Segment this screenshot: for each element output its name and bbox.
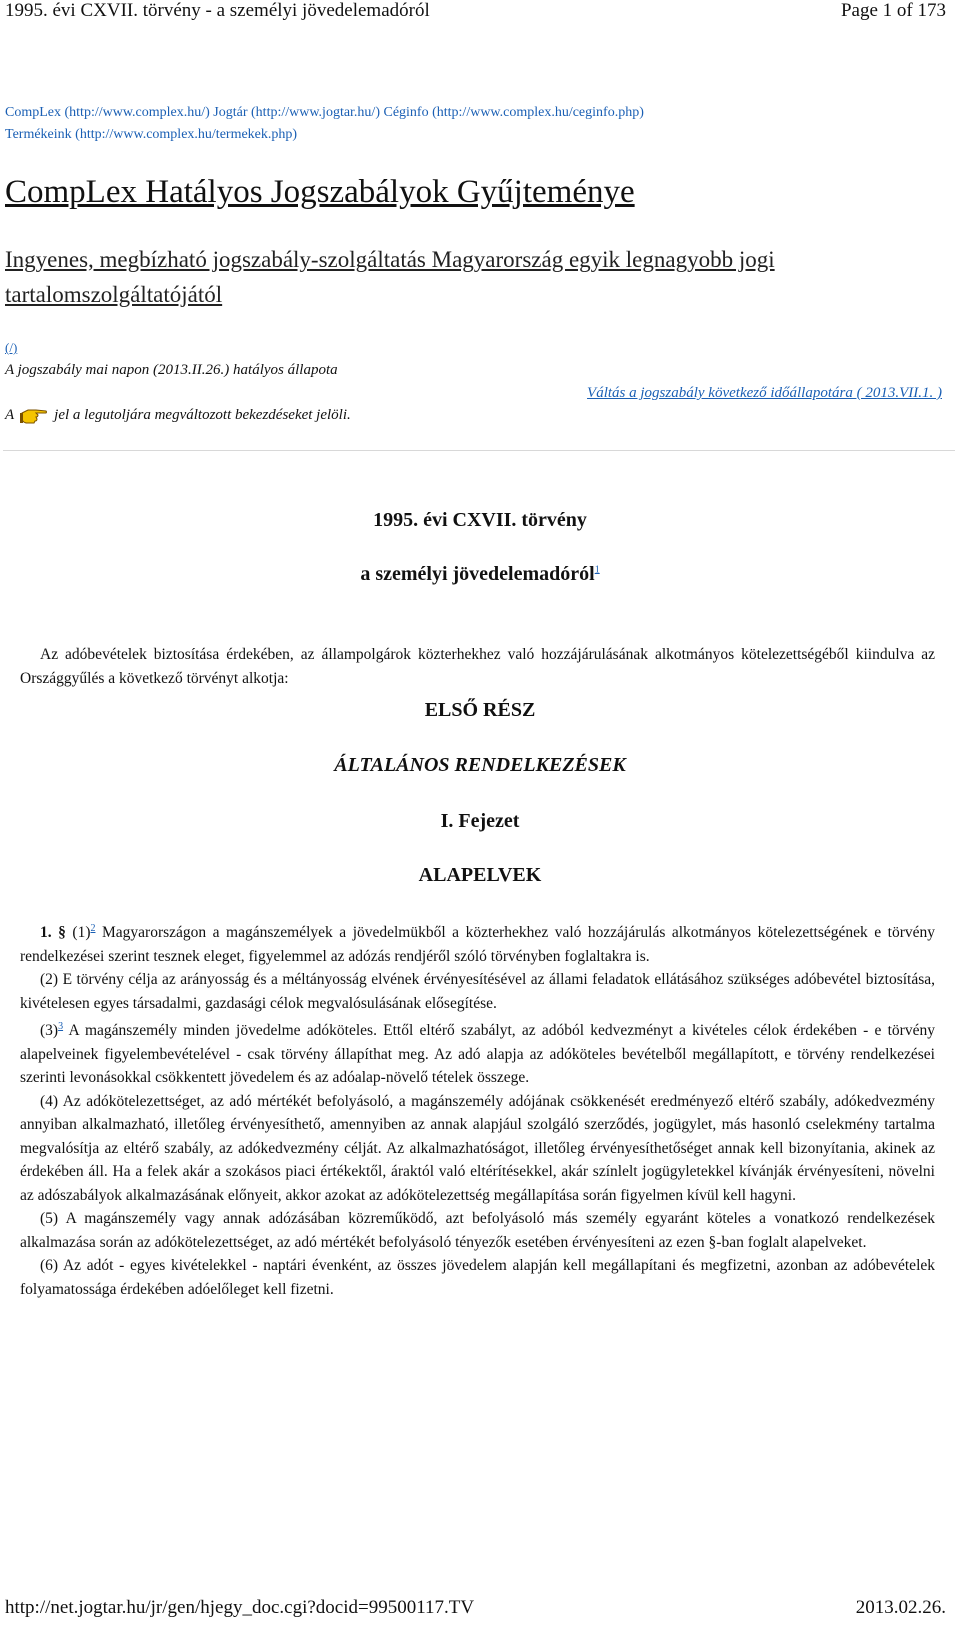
header-doc-title: 1995. évi CXVII. törvény - a személyi jövedelemadóról <box>5 0 430 21</box>
nav-link-jogtar[interactable]: Jogtár (http://www.jogtar.hu/) <box>213 105 380 120</box>
print-footer <box>0 1597 960 1627</box>
law-number: 1995. évi CXVII. törvény <box>373 509 587 531</box>
top-nav <box>5 102 955 146</box>
home-link[interactable]: (/) <box>5 340 18 355</box>
part-heading: ELSŐ RÉSZ <box>424 699 536 721</box>
paragraph: 1. § (1)$^2$ Magyarországon a magánszemélyek a jövedelmükből a közterhekhez való hozzájárulás alkotmányos kötelezettségének e törvény rendelkezései szerint tesznek eleget, figyelemmel az adózás rendjéről szóló törvényben foglaltakra is. <box>20 923 936 965</box>
header-divider <box>3 450 955 451</box>
paragraph: (5) A magánszemély vagy annak adózásában közreműködő, azt befolyásoló más személy egyaránt köteles a vonatkozó rendelkezések alkalmazása során az adókötelezettséget, az adó mértékét befolyásoló tényezők esetében érvényesíteni az ezen §-ban foglalt alapelveket. <box>20 1210 935 1251</box>
marker-text: jel a legutoljára megváltozott bekezdéseket jelöli. <box>54 406 351 423</box>
law-subject <box>0 563 960 586</box>
chapter-title: ALAPELVEK <box>418 864 542 886</box>
paragraph: (4) Az adókötelezettséget, az adó mértékét befolyásoló, a magánszemély adójának csökkenését eredményező eltérő szabály, adókedvezmény annyiban alkalmazható, illetőleg érvényesíthető, amennyiben az annak alapjául szolgáló szerződés, jogügylet, más hasonló cselekmény tartalma megvalósítja az eltérő szabály, az adókedvezmény célját. Az alkalmazhatóságot, illetőleg érvényesíthetőséget annak kell bizonyítania, akinek az érdekében áll. Ha a felek akár a szokásos piaci értékektől, áraktól való eltérítésekkel, akár színlelt jogügyletekkel kívánják érvényesíteni, növelni az adószabályok alkalmazásának előnyeit, akkor azokat az adókötelezettség megállapítása során figyelmen kívül kell hagyni. <box>20 1092 935 1204</box>
print-header <box>0 0 960 30</box>
nav-link-ceginfo[interactable]: Céginfo (http://www.complex.hu/ceginfo.php) <box>383 105 644 120</box>
footer-url: http://net.jogtar.hu/jr/gen/hjegy_doc.cgi?docid=99500117.TV <box>5 1597 475 1618</box>
paragraph: (6) Az adót - egyes kivételekkel - naptári évenként, az összes jövedelem alapján kell megállapítani és megfizetni, azonban az adóbevételek folyamatossága érdekében adóelőleget kell fizetni. <box>20 1257 936 1298</box>
footer-date: 2013.02.26. <box>855 1597 946 1618</box>
footnote-link-2[interactable]: 2 <box>90 923 96 934</box>
footnote-link-1[interactable]: 1 <box>594 564 600 576</box>
paragraph: (2) E törvény célja az arányosság és a méltányosság elvének érvényesítésével az állami feladatok ellátásához szükséges adóbevétel biztosítása, kivételesen egyes társadalmi, gazdasági célok megvalósulásának elősegítése. <box>20 971 936 1012</box>
section-number: 1. § <box>40 924 66 942</box>
nav-link-termekeink[interactable]: Termékeink (http://www.complex.hu/termekek.php) <box>5 127 298 142</box>
nav-link-complex[interactable]: CompLex (http://www.complex.hu/) <box>5 105 210 120</box>
site-subtitle[interactable]: Ingyenes, megbízható jogszabály-szolgáltatás Magyarország egyik legnagyobb jogi tartalomszolgáltatójától <box>5 247 775 307</box>
marker-prefix: A <box>5 406 15 423</box>
marker-legend <box>5 405 351 425</box>
site-title[interactable]: CompLex Hatályos Jogszabályok Gyűjteménye <box>5 174 635 210</box>
paragraph: (3)$^3$ A magánszemély minden jövedelme adóköteles. Ettől eltérő szabályt, az adóból kedvezményt a kivételes célok érdekében - e törvény alapelveinek figyelembevételével - csak törvény állapíthat meg. Az adó alapja az adóköteles bevételből megállapított, e törvény rendelkezései szerinti levonásokkal csökkentett jövedelem és az adóalap-növelő tételek összege. <box>20 1021 935 1087</box>
section-body <box>20 917 935 1301</box>
chapter-heading: I. Fejezet <box>440 810 520 832</box>
pointing-hand-icon <box>20 405 48 425</box>
switch-state-link[interactable]: Váltás a jogszabály következő időállapotára ( 2013.VII.1. ) <box>587 385 942 401</box>
header-page-info: Page 1 of 173 <box>840 0 946 21</box>
current-state-text: A jogszabály mai napon (2013.II.26.) hatályos állapota <box>5 362 338 378</box>
preamble: Az adóbevételek biztosítása érdekében, az állampolgárok közterhekhez való hozzájárulásának alkotmányos kötelezettségéből kiindulva az Országgyűlés a következő törvényt alkotja: <box>20 646 935 687</box>
footnote-link-3[interactable]: 3 <box>58 1021 64 1033</box>
part-title: ÁLTALÁNOS RENDELKEZÉSEK <box>334 754 626 776</box>
law-subject-text: a személyi jövedelemadóról <box>360 563 595 585</box>
